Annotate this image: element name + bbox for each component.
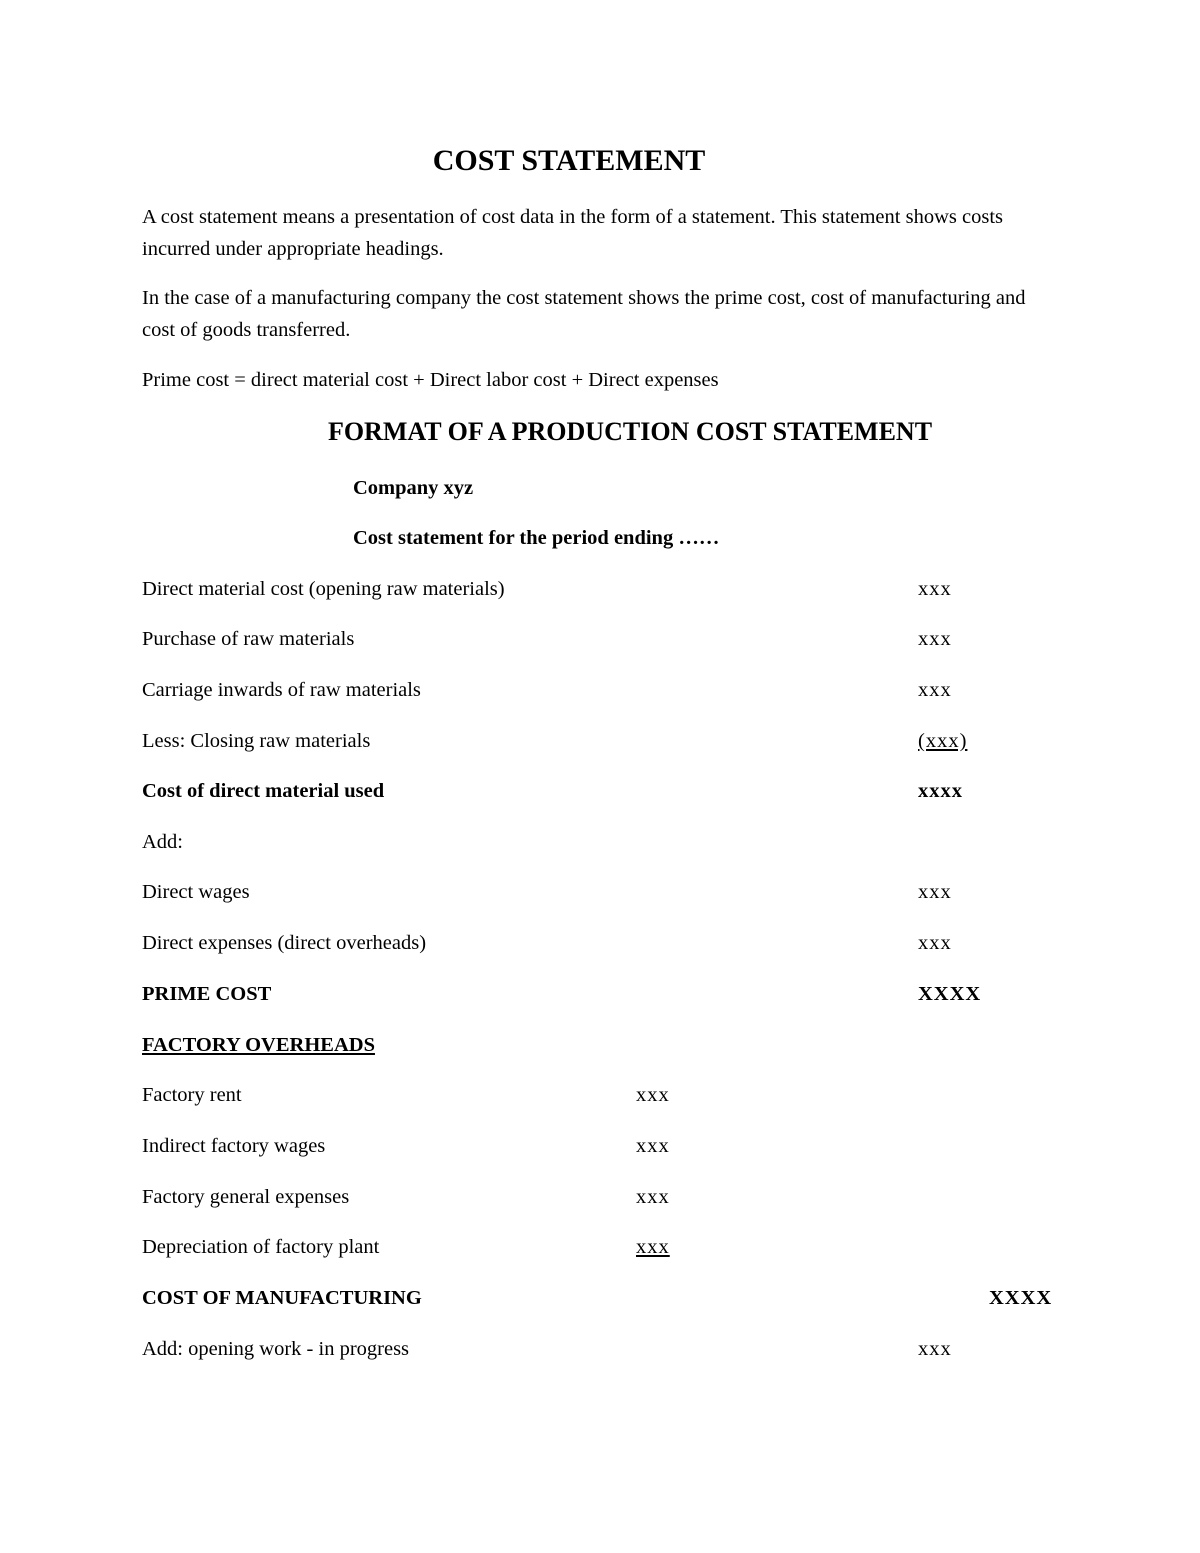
table-row xyxy=(142,1080,1142,1110)
row-label: Add: xyxy=(142,831,183,853)
row-label: Indirect factory wages xyxy=(142,1135,326,1157)
row-value: xxx xyxy=(918,679,952,701)
table-row xyxy=(142,1283,1142,1313)
row-label: COST OF MANUFACTURING xyxy=(142,1287,422,1309)
row-value: xxx xyxy=(918,578,952,600)
row-label: Cost of direct material used xyxy=(142,780,385,802)
section-heading: FACTORY OVERHEADS xyxy=(142,1034,375,1056)
table-row xyxy=(142,776,1142,806)
table-row xyxy=(142,1232,1142,1262)
table-row xyxy=(142,675,1142,705)
table-row xyxy=(142,979,1142,1009)
table-row xyxy=(142,1334,1142,1364)
table-row xyxy=(142,827,1142,857)
row-label: Add: opening work - in progress xyxy=(142,1338,410,1360)
period-line: Cost statement for the period ending …… xyxy=(353,527,720,549)
row-value: xxx xyxy=(918,881,952,903)
row-label: Direct material cost (opening raw materials) xyxy=(142,578,505,600)
page-title: COST STATEMENT xyxy=(432,144,706,177)
row-value: (xxx) xyxy=(918,730,968,752)
table-row xyxy=(142,928,1142,958)
row-label: Less: Closing raw materials xyxy=(142,730,371,752)
row-label: PRIME COST xyxy=(142,983,272,1005)
row-value: xxx xyxy=(636,1084,670,1106)
intro-paragraph: A cost statement means a presentation of cost data in the form of a statement. This statement shows costs incurred under appropriate headings. xyxy=(142,206,1003,260)
row-value: XXXX xyxy=(918,983,982,1005)
format-heading: FORMAT OF A PRODUCTION COST STATEMENT xyxy=(327,417,933,446)
row-label: Carriage inwards of raw materials xyxy=(142,679,421,701)
row-label: Depreciation of factory plant xyxy=(142,1236,380,1258)
row-value: xxx xyxy=(918,932,952,954)
table-row xyxy=(142,1182,1142,1212)
company-name: Company xyz xyxy=(353,477,474,499)
table-row xyxy=(142,1131,1142,1161)
row-value: xxx xyxy=(636,1186,670,1208)
row-value: xxx xyxy=(918,628,952,650)
row-value: xxxx xyxy=(918,780,963,802)
table-row xyxy=(142,1030,1142,1060)
row-value: XXXX xyxy=(989,1287,1053,1309)
row-value: xxx xyxy=(636,1236,670,1258)
manufacturing-paragraph: In the case of a manufacturing company the cost statement shows the prime cost, cost of manufacturing and cost of goods transferred. xyxy=(142,287,1026,341)
row-label: Direct expenses (direct overheads) xyxy=(142,932,427,954)
row-value: xxx xyxy=(636,1135,670,1157)
table-row xyxy=(142,877,1142,907)
row-label: Factory general expenses xyxy=(142,1186,350,1208)
table-row xyxy=(142,624,1142,654)
row-label: Purchase of raw materials xyxy=(142,628,355,650)
row-label: Factory rent xyxy=(142,1084,242,1106)
table-row xyxy=(142,726,1142,756)
row-value: xxx xyxy=(918,1338,952,1360)
prime-cost-formula: Prime cost = direct material cost + Direct labor cost + Direct expenses xyxy=(142,369,719,391)
row-label: Direct wages xyxy=(142,881,250,903)
table-row xyxy=(142,574,1142,604)
